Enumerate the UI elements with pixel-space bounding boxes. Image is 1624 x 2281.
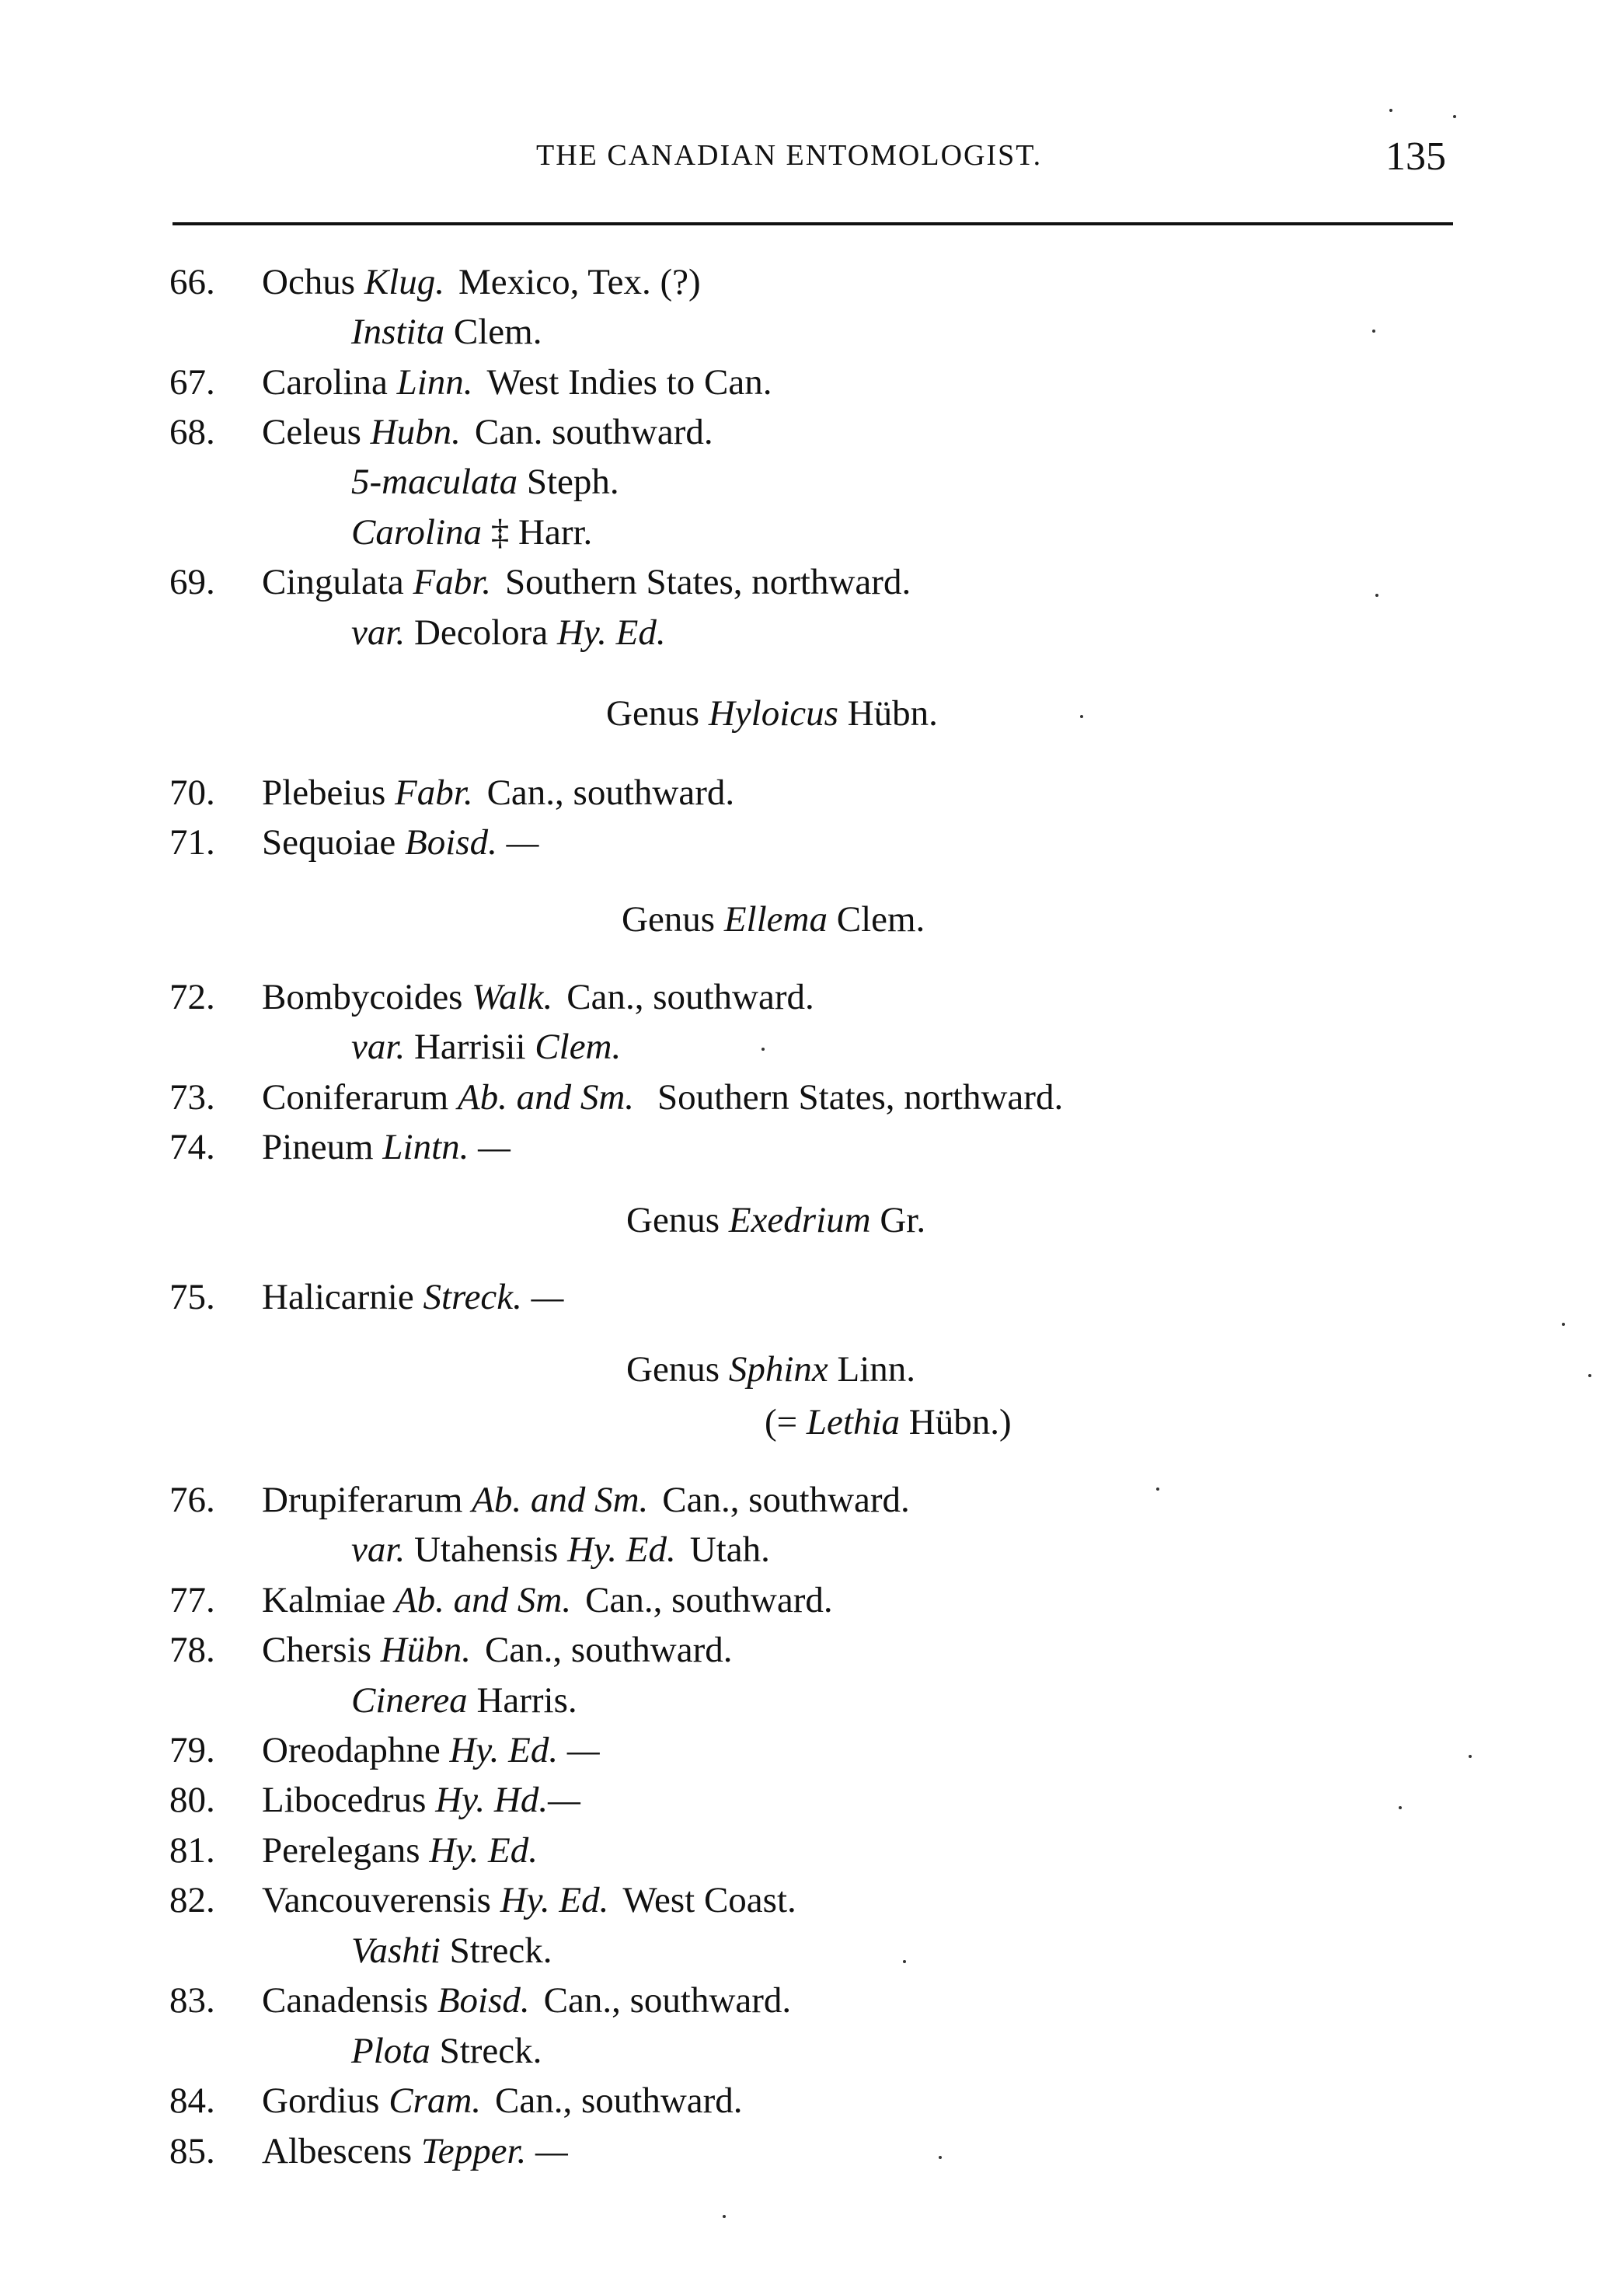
variety-name: Harrisii — [413, 1027, 526, 1067]
author: Klug. — [364, 262, 445, 302]
entry-number: 82. — [169, 1880, 215, 1920]
genus-heading-hyloicus: Genus Hyloicus Hübn. — [606, 693, 938, 734]
range: Can., southward. — [495, 2080, 743, 2121]
species-name: Perelegans — [262, 1830, 420, 1871]
scan-speck — [939, 2156, 942, 2159]
scan-speck — [1156, 1488, 1159, 1491]
author: Linn. — [396, 362, 473, 403]
scan-speck — [903, 1960, 906, 1963]
synonym-name: Vashti — [351, 1930, 441, 1971]
species-name: Chersis — [262, 1630, 371, 1670]
range: Can., southward. — [566, 977, 814, 1017]
entry-number: 77. — [169, 1580, 215, 1620]
scan-speck — [1562, 1323, 1565, 1326]
author: Ab. and Sm. — [394, 1580, 572, 1620]
range: Southern States, northward. — [657, 1077, 1064, 1118]
species-name: Drupiferarum — [262, 1480, 463, 1520]
author: Lintn. — — [382, 1127, 511, 1167]
scan-speck — [1080, 715, 1083, 718]
var-prefix: var. — [351, 1529, 406, 1570]
range: Can., southward. — [662, 1480, 910, 1520]
entry-number: 66. — [169, 262, 215, 302]
page-header — [0, 0, 1624, 233]
range: West Coast. — [622, 1880, 796, 1920]
species-name: Kalmiae — [262, 1580, 386, 1620]
author: Streck. — [449, 1930, 552, 1971]
species-name: Oreodaphne — [262, 1730, 441, 1770]
entry-number: 81. — [169, 1830, 215, 1871]
entry-number: 71. — [169, 822, 215, 863]
entry-number: 69. — [169, 562, 215, 602]
scan-speck — [1588, 1374, 1591, 1377]
author: Boisd. — — [405, 822, 539, 863]
author: Hy. Ed. — [556, 612, 666, 653]
genus-name: Exedrium — [728, 1200, 871, 1240]
scan-speck — [1453, 115, 1456, 118]
range: West Indies to Can. — [486, 362, 772, 403]
var-prefix: var. — [351, 612, 406, 653]
author: Hy. Ed. — [500, 1880, 609, 1920]
entry-number: 70. — [169, 773, 215, 813]
running-title: THE CANADIAN ENTOMOLOGIST. — [536, 139, 1043, 172]
author: Ab. and Sm. — [472, 1480, 649, 1520]
author: Hy. Ed. — [429, 1830, 538, 1871]
genus-heading-ellema: Genus Ellema Clem. — [622, 899, 925, 940]
entry-number: 79. — [169, 1730, 215, 1770]
double-dagger-mark: ‡ — [490, 512, 510, 553]
author: Cram. — [389, 2080, 482, 2121]
range: Can., southward. — [585, 1580, 833, 1620]
author: Hy. Ed. — [567, 1529, 676, 1570]
entry-number: 84. — [169, 2080, 215, 2121]
header-rule — [173, 222, 1453, 225]
range: Can., southward. — [543, 1980, 792, 2021]
entry-number: 68. — [169, 412, 215, 452]
genus-name: Ellema — [723, 899, 828, 940]
species-name: Coniferarum — [262, 1077, 449, 1118]
author: Hübn. — [847, 693, 938, 734]
author: Clem. — [836, 899, 925, 940]
author: Gr. — [880, 1200, 926, 1240]
genus-synonym-lethia: (= Lethia Hübn.) — [765, 1402, 1012, 1442]
genus-name: Hyloicus — [708, 693, 838, 734]
range: Mexico, Tex. (?) — [458, 262, 701, 302]
page-number: 135 — [1385, 134, 1446, 179]
genus-name: Lethia — [806, 1402, 901, 1442]
author: Boisd. — [437, 1980, 530, 2021]
range: Southern States, northward. — [505, 562, 911, 602]
species-name: Vancouverensis — [262, 1880, 491, 1920]
author: Harr. — [518, 512, 593, 553]
author: Steph. — [526, 462, 619, 502]
species-name: Sequoiae — [262, 822, 396, 863]
author: Fabr. — [413, 562, 492, 602]
entry-number: 67. — [169, 362, 215, 403]
synonym-name: Cinerea — [351, 1680, 468, 1721]
author: Hy. Ed. — — [449, 1730, 600, 1770]
entry-number: 72. — [169, 977, 215, 1017]
author: Streck. — [439, 2031, 542, 2071]
scan-speck — [1399, 1806, 1402, 1809]
genus-heading-exedrium: Genus Exedrium Gr. — [626, 1200, 926, 1240]
entry-number: 80. — [169, 1780, 215, 1820]
author: Hy. Hd.— — [435, 1780, 580, 1820]
author: Clem. — [535, 1027, 622, 1067]
species-name: Carolina — [262, 362, 388, 403]
author: Walk. — [472, 977, 553, 1017]
synonym-name: 5-maculata — [351, 462, 518, 502]
entry-number: 78. — [169, 1630, 215, 1670]
synonym-name: Instita — [351, 312, 445, 352]
range: Can., southward. — [486, 773, 735, 813]
var-prefix: var. — [351, 1027, 406, 1067]
species-name: Ochus — [262, 262, 356, 302]
species-name: Cingulata — [262, 562, 404, 602]
scan-speck — [1375, 594, 1378, 597]
synonym-name: Carolina — [351, 512, 483, 553]
author: Hubn. — [370, 412, 461, 452]
species-name: Halicarnie — [262, 1277, 414, 1317]
species-name: Plebeius — [262, 773, 386, 813]
author: Fabr. — [395, 773, 473, 813]
range: Can., southward. — [484, 1630, 733, 1670]
entry-number: 75. — [169, 1277, 215, 1317]
scan-speck — [761, 1048, 765, 1051]
variety-name: Decolora — [413, 612, 549, 653]
author: Hübn. — [380, 1630, 471, 1670]
scan-speck — [1389, 109, 1392, 112]
synonym-name: Plota — [351, 2031, 430, 2071]
genus-name: Sphinx — [728, 1349, 828, 1390]
species-name: Canadensis — [262, 1980, 429, 2021]
species-name: Albescens — [262, 2131, 413, 2171]
species-name: Gordius — [262, 2080, 380, 2121]
author: Clem. — [453, 312, 542, 352]
scan-speck — [1469, 1755, 1472, 1758]
scan-speck — [723, 2215, 726, 2218]
species-name: Celeus — [262, 412, 361, 452]
entry-number: 73. — [169, 1077, 215, 1118]
entry-number: 76. — [169, 1480, 215, 1520]
variety-name: Utahensis — [413, 1529, 559, 1570]
genus-heading-sphinx: Genus Sphinx Linn. — [626, 1349, 916, 1390]
species-name: Pineum — [262, 1127, 374, 1167]
author: Tepper. — — [420, 2131, 568, 2171]
entry-number: 83. — [169, 1980, 215, 2021]
range: Can. southward. — [474, 412, 713, 452]
author: Harris. — [476, 1680, 577, 1721]
entry-number: 85. — [169, 2131, 215, 2171]
author: Streck. — — [423, 1277, 564, 1317]
author: Ab. and Sm. — [457, 1077, 635, 1118]
author: Hübn.) — [908, 1402, 1012, 1442]
species-name: Libocedrus — [262, 1780, 427, 1820]
scan-speck — [1372, 330, 1375, 333]
entry-number: 74. — [169, 1127, 215, 1167]
range: Utah. — [689, 1529, 770, 1570]
author: Linn. — [837, 1349, 916, 1390]
species-name: Bombycoides — [262, 977, 463, 1017]
